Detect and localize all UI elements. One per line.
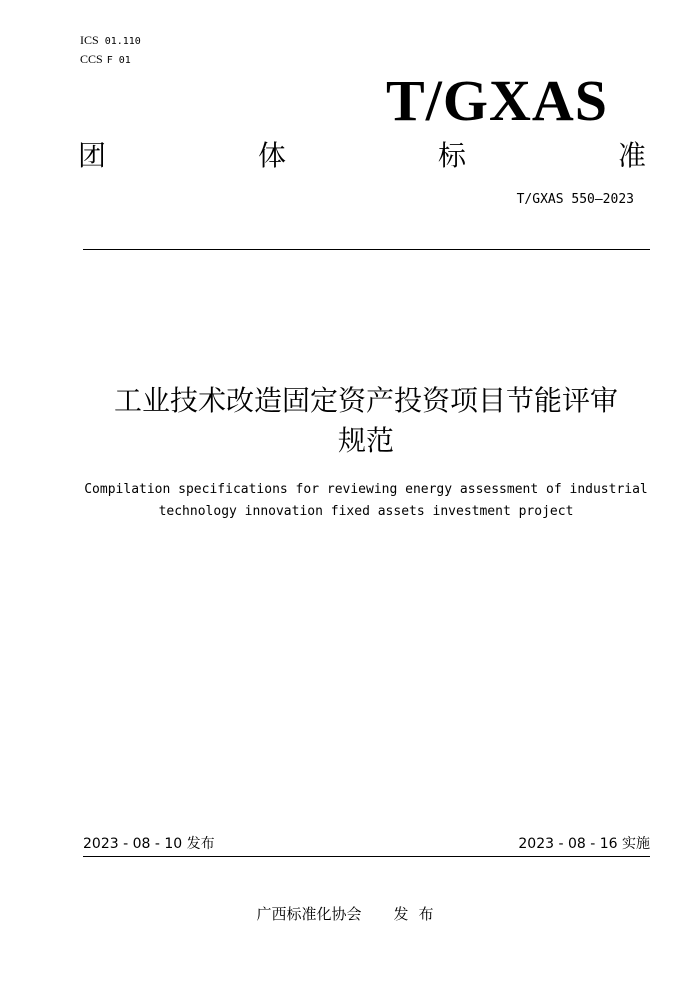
standard-type-char: 团 [78,139,107,172]
publish-action: 发布 [393,905,444,923]
standard-type-char: 标 [437,139,466,172]
document-title-chinese [60,381,672,461]
footer-divider [83,856,650,857]
ccs-value: F 01 [106,55,131,66]
implementation-date: 2023 - 08 - 16 实施 [518,836,650,852]
header-divider [83,249,650,250]
standard-type-heading [78,134,646,174]
standard-type-char: 体 [257,139,286,172]
ccs-code [80,52,131,68]
standard-logo: T/GXAS [386,68,608,133]
ics-code [80,33,141,49]
title-line: 规范 [337,424,394,457]
ics-label: ICS [80,33,99,47]
title-line: Compilation specifications for reviewing energy assessment of industrial [84,482,648,497]
publisher [0,904,700,924]
ics-value: 01.110 [104,36,141,47]
ccs-label: CCS [80,52,103,66]
document-title-english [60,479,672,523]
title-line: 工业技术改造固定资产投资项目节能评审 [113,384,618,417]
standard-type-char: 准 [617,139,646,172]
title-line: technology innovation fixed assets investment project [158,504,574,519]
standard-number: T/GXAS 550—2023 [516,192,634,207]
publisher-name: 广西标准化协会 [256,905,362,923]
issue-date: 2023 - 08 - 10 发布 [83,836,215,852]
